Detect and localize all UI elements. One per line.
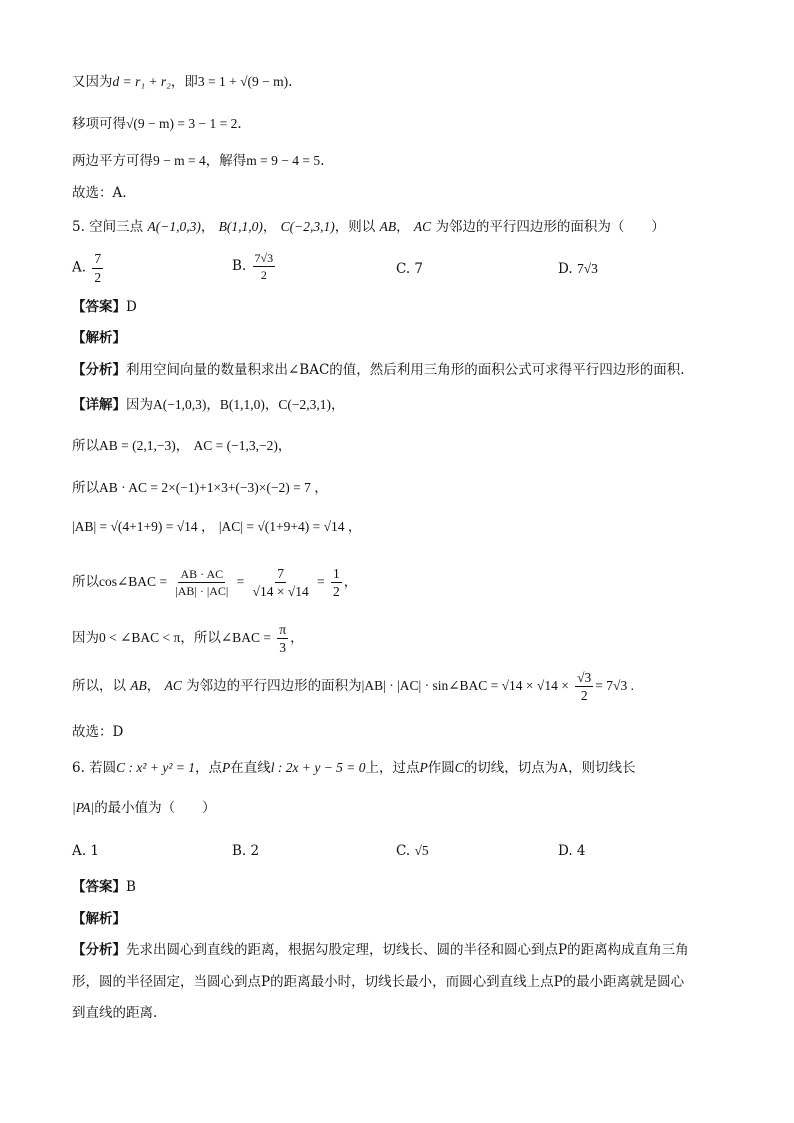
- fenxi-line-q6-1: [72, 940, 689, 960]
- area-formula: |AB| · |AC| · sin∠BAC = √14 × √14 ×: [361, 678, 569, 693]
- option-b: [232, 252, 277, 281]
- text: 所以: [72, 574, 99, 590]
- segment-ac: AC: [413, 219, 432, 234]
- text: ，所以: [180, 630, 221, 646]
- denominator: 2: [94, 269, 102, 285]
- fraction: [277, 623, 288, 655]
- numerator: √3: [575, 671, 593, 688]
- option-b: B. 2: [232, 843, 260, 859]
- text: 所以: [72, 438, 99, 454]
- option-label: C.: [396, 843, 411, 859]
- point-p: P: [419, 760, 428, 775]
- vector-ab: AB = (2,1,−3)，: [99, 438, 190, 453]
- text: ，点: [194, 760, 222, 776]
- formula: m = 9 − 4 = 5: [246, 153, 321, 168]
- denominator: 2: [332, 584, 340, 599]
- fraction: [251, 567, 311, 599]
- text: 6. 若圆: [72, 760, 117, 776]
- formula: 9 − m = 4: [153, 153, 206, 168]
- detail-line-3: [72, 478, 328, 498]
- segment-ac: AC: [164, 678, 182, 693]
- text: ，: [290, 630, 304, 646]
- fenxi-label: 【分析】: [72, 362, 126, 378]
- detail-text: 因为A(−1,0,3)，B(1,1,0)，C(−2,3,1)，: [126, 397, 345, 412]
- detail-line-7: 所以，以 AB， AC 为邻边的平行四边形的面积为|AB| · |AC| · sin∠BAC = √14 × √14 × $\frac{√3}{2}$ = 7√3 .: [72, 669, 634, 703]
- text: .: [237, 116, 242, 132]
- text: 移项可得: [72, 116, 126, 132]
- question-6-stem-2: [72, 798, 216, 818]
- text: ，即: [170, 74, 198, 90]
- text: 在直线: [230, 760, 271, 776]
- fraction: [331, 567, 342, 599]
- detail-line-4: [72, 517, 361, 537]
- angle-range: 0 < ∠BAC < π: [99, 630, 181, 645]
- magnitude-ab: |AB| = √(4+1+9) = √14 ，: [72, 519, 215, 534]
- fenxi-text: 先求出圆心到直线的距离，根据勾股定理，切线长、圆的半径和圆心到点P的距离构成直角三角: [126, 942, 689, 958]
- fraction: [575, 671, 593, 703]
- numerator: 7: [92, 252, 103, 269]
- answer-value: B: [126, 879, 136, 895]
- numerator: 1: [331, 567, 342, 584]
- text: .: [288, 74, 293, 90]
- option-a: [72, 252, 105, 284]
- vector-ac: AC = (−1,3,−2)，: [193, 438, 292, 453]
- fraction: [173, 568, 230, 597]
- formula: √(9 − m) = 3 − 1 = 2: [126, 116, 238, 131]
- formula: d = r₁ + r₂: [112, 74, 171, 89]
- answer-label: 【答案】: [72, 299, 126, 315]
- fraction: [92, 252, 103, 284]
- circle-c: C: [454, 760, 464, 775]
- detail-label: 【详解】: [72, 397, 126, 413]
- fenxi-line-q6-3: 到直线的距离.: [72, 1005, 158, 1021]
- detail-line-1: [72, 395, 344, 415]
- point-a: A(−1,0,3): [147, 219, 201, 234]
- detail-line-2: [72, 436, 291, 456]
- option-d: [558, 259, 598, 279]
- solution-line-2: [72, 114, 242, 134]
- choose-line: 故选：A.: [72, 185, 127, 201]
- formula: 3 = 1 + √(9 − m): [197, 74, 289, 89]
- angle-value: ∠BAC =: [220, 630, 271, 645]
- text: 作圆: [427, 760, 455, 776]
- denominator: 3: [279, 640, 287, 655]
- option-label: A.: [72, 259, 87, 276]
- option-label: D.: [558, 261, 573, 277]
- option-value: 7√3: [576, 261, 598, 276]
- answer-line-q5: [72, 297, 137, 317]
- option-c: C. 7: [396, 261, 424, 277]
- tangent-length: |PA|: [72, 800, 95, 815]
- circle-equation: C : x² + y² = 1: [116, 760, 195, 775]
- choose-line-q5: 故选：D: [72, 724, 124, 740]
- point-p: P: [221, 760, 231, 775]
- segment-ab: AB: [130, 678, 147, 693]
- text: 又因为: [72, 74, 113, 90]
- text: 所以，以: [72, 678, 126, 694]
- answer-label: 【答案】: [72, 879, 126, 895]
- analysis-label-q5: 【解析】: [72, 330, 126, 346]
- option-d: D. 4: [558, 843, 586, 859]
- text: ，: [343, 574, 358, 590]
- text: 的最小值为（ ）: [94, 800, 216, 816]
- detail-line-6: [72, 618, 304, 658]
- detail-line-5: 所以cos∠BAC = $\frac{AB \cdot AC}{|AB| \cdot |AC|}$ = $\frac{7}{√14 \times √14}$ = $\frac{1}{2}$ ，: [72, 565, 358, 599]
- point-c: C(−2,3,1): [280, 219, 335, 234]
- numerator: 7: [275, 567, 286, 584]
- text: ，则切线长: [568, 760, 636, 776]
- denominator: |AB| · |AC|: [175, 584, 229, 598]
- question-6-stem-1: [72, 758, 636, 778]
- solution-line-3: [72, 151, 324, 171]
- text: 上，过点: [365, 760, 420, 776]
- segment-ab: AB: [379, 219, 397, 234]
- numerator: AB · AC: [180, 567, 224, 581]
- text: .: [320, 153, 325, 169]
- option-a: A. 1: [72, 843, 99, 859]
- denominator: 2: [260, 268, 267, 282]
- answer-line-q6: [72, 877, 136, 897]
- answer-value: D: [126, 299, 137, 315]
- text: 两边平方可得: [72, 153, 153, 169]
- fenxi-text: 利用空间向量的数量积求出∠BAC的值，然后利用三角形的面积公式可求得平行四边形的面积.: [126, 362, 685, 378]
- numerator: 7√3: [254, 251, 274, 265]
- numerator: π: [277, 623, 288, 640]
- fenxi-label: 【分析】: [72, 942, 126, 958]
- line-equation: l : 2x + y − 5 = 0: [270, 760, 366, 775]
- option-value: √5: [414, 843, 429, 858]
- fenxi-line-q5: [72, 360, 685, 380]
- text: ，则以: [334, 219, 376, 235]
- point-a: A: [558, 760, 569, 775]
- denominator: √14 × √14: [252, 584, 309, 599]
- option-label: B.: [232, 258, 247, 274]
- magnitude-ac: |AC| = √(1+9+4) = √14 ，: [218, 519, 362, 534]
- area-result: = 7√3 .: [595, 678, 634, 693]
- cos-lhs: cos∠BAC =: [99, 574, 168, 589]
- question-5-stem: 5. 空间三点 A(−1,0,3)， B(1,1,0)， C(−2,3,1)，则以 AB， AC 为邻边的平行四边形的面积为（ ）: [72, 219, 665, 235]
- text: 为邻边的平行四边形的面积为（ ）: [435, 219, 665, 235]
- dot-product: AB · AC = 2×(−1)+1×3+(−3)×(−2) = 7 ，: [99, 480, 328, 495]
- text: ，解得: [205, 153, 247, 169]
- text: 因为: [72, 630, 99, 646]
- fraction: [253, 252, 276, 281]
- solution-line-1: [72, 72, 292, 92]
- text: 5. 空间三点: [72, 219, 144, 235]
- analysis-label-q6: 【解析】: [72, 911, 126, 927]
- text: 的切线，切点为: [463, 760, 559, 776]
- text: 为邻边的平行四边形的面积为: [186, 678, 362, 694]
- text: 所以: [72, 480, 99, 496]
- option-c: [396, 841, 429, 861]
- point-b: B(1,1,0): [218, 219, 263, 234]
- fenxi-line-q6-2: 形，圆的半径固定，当圆心到点P的距离最小时，切线长最小，而圆心到直线上点P的最小距离就是圆心: [72, 974, 685, 990]
- denominator: 2: [580, 688, 588, 703]
